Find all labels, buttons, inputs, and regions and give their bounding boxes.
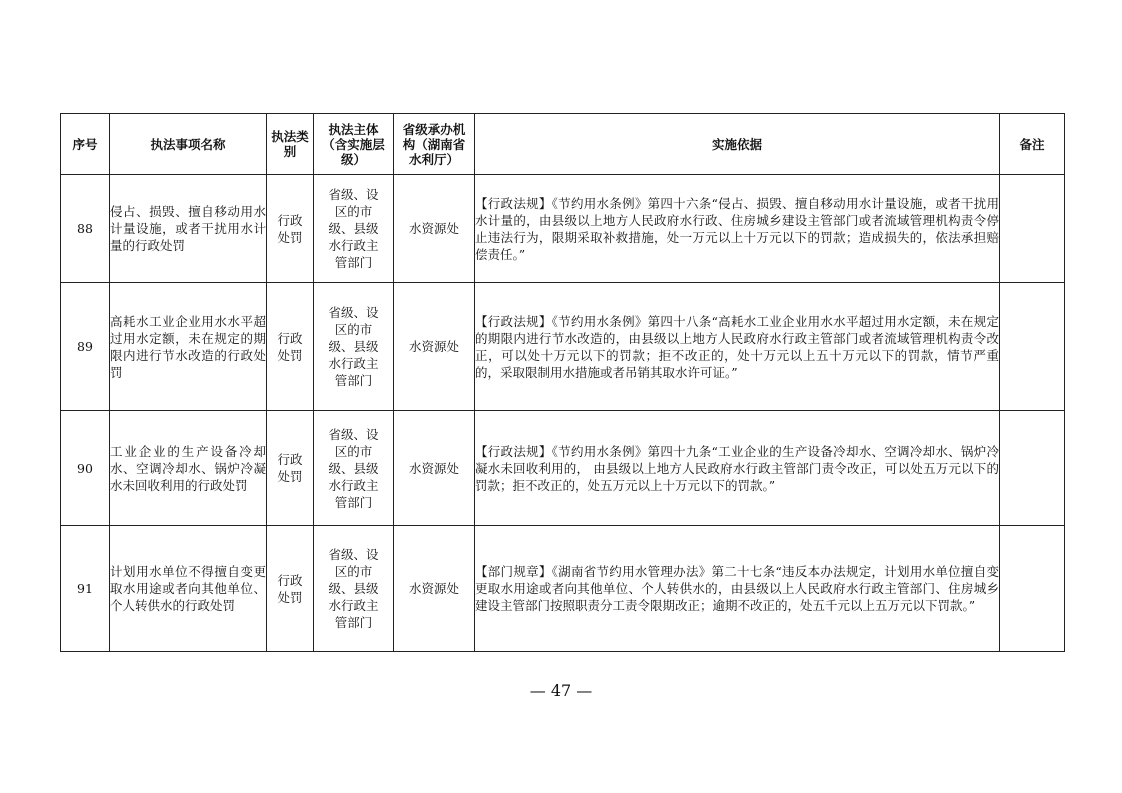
row-no: 90 bbox=[61, 411, 110, 526]
row-category: 行政处罚 bbox=[267, 283, 314, 411]
row-no: 89 bbox=[61, 283, 110, 411]
header-no: 序号 bbox=[61, 114, 110, 175]
row-org: 水资源处 bbox=[394, 283, 475, 411]
row-name: 工业企业的生产设备冷却水、空调冷却水、锅炉冷凝水未回收利用的行政处罚 bbox=[110, 411, 267, 526]
row-org: 水资源处 bbox=[394, 411, 475, 526]
enforcement-items-table bbox=[60, 113, 1065, 652]
header-org: 省级承办机构（湖南省水利厅） bbox=[394, 114, 475, 175]
table-row bbox=[61, 283, 1065, 411]
row-subject: 省级、设区的市级、县级水行政主管部门 bbox=[314, 283, 394, 411]
header-remark: 备注 bbox=[1000, 114, 1065, 175]
row-basis: 【行政法规】《节约用水条例》第四十六条“侵占、损毁、擅自移动用水计量设施，或者干扰用水计量的，由县级以上地方人民政府水行政、住房城乡建设主管部门或者流域管理机构责令停止违法行为，限期采取补救措施，处一万元以上十万元以下的罚款；造成损失的，依法承担赔偿责任。” bbox=[475, 175, 1000, 283]
page-number: — 47 — bbox=[529, 681, 593, 700]
row-category: 行政处罚 bbox=[267, 175, 314, 283]
row-name: 计划用水单位不得擅自变更取水用途或者向其他单位、个人转供水的行政处罚 bbox=[110, 526, 267, 652]
row-name: 侵占、损毁、擅自移动用水计量设施，或者干扰用水计量的行政处罚 bbox=[110, 175, 267, 283]
header-name: 执法事项名称 bbox=[110, 114, 267, 175]
row-name: 高耗水工业企业用水水平超过用水定额，未在规定的期限内进行节水改造的行政处罚 bbox=[110, 283, 267, 411]
row-subject: 省级、设区的市级、县级水行政主管部门 bbox=[314, 411, 394, 526]
row-basis: 【行政法规】《节约用水条例》第四十九条“工业企业的生产设备冷却水、空调冷却水、锅炉冷凝水未回收利用的， 由县级以上地方人民政府水行政主管部门责令改正，可以处五万元以下的罚款；拒不改正的，处五万元以上十万元以下的罚款。” bbox=[475, 411, 1000, 526]
row-no: 88 bbox=[61, 175, 110, 283]
row-remark bbox=[1000, 526, 1065, 652]
row-category: 行政处罚 bbox=[267, 411, 314, 526]
row-remark bbox=[1000, 175, 1065, 283]
row-org: 水资源处 bbox=[394, 175, 475, 283]
header-subject: 执法主体（含实施层级） bbox=[314, 114, 394, 175]
row-subject: 省级、设区的市级、县级水行政主管部门 bbox=[314, 526, 394, 652]
row-category: 行政处罚 bbox=[267, 526, 314, 652]
row-remark bbox=[1000, 411, 1065, 526]
header-category: 执法类别 bbox=[267, 114, 314, 175]
table-row bbox=[61, 411, 1065, 526]
row-org: 水资源处 bbox=[394, 526, 475, 652]
row-no: 91 bbox=[61, 526, 110, 652]
header-basis: 实施依据 bbox=[475, 114, 1000, 175]
table-row bbox=[61, 175, 1065, 283]
row-basis: 【行政法规】《节约用水条例》第四十八条“高耗水工业企业用水水平超过用水定额，未在规定的期限内进行节水改造的，由县级以上地方人民政府水行政主管部门或者流域管理机构责令改正，可以处十万元以下的罚款；拒不改正的，处十万元以上五十万元以下的罚款，情节严重的，采取限制用水措施或者吊销其取水许可证。” bbox=[475, 283, 1000, 411]
row-subject: 省级、设区的市级、县级水行政主管部门 bbox=[314, 175, 394, 283]
table-header-row bbox=[61, 114, 1065, 175]
row-basis: 【部门规章】《湖南省节约用水管理办法》第二十七条“违反本办法规定，计划用水单位擅自变更取水用途或者向其他单位、个人转供水的，由县级以上人民政府水行政主管部门、住房城乡建设主管部门按照职责分工责令限期改正；逾期不改正的，处五千元以上五万元以下罚款。” bbox=[475, 526, 1000, 652]
row-remark bbox=[1000, 283, 1065, 411]
table-row bbox=[61, 526, 1065, 652]
